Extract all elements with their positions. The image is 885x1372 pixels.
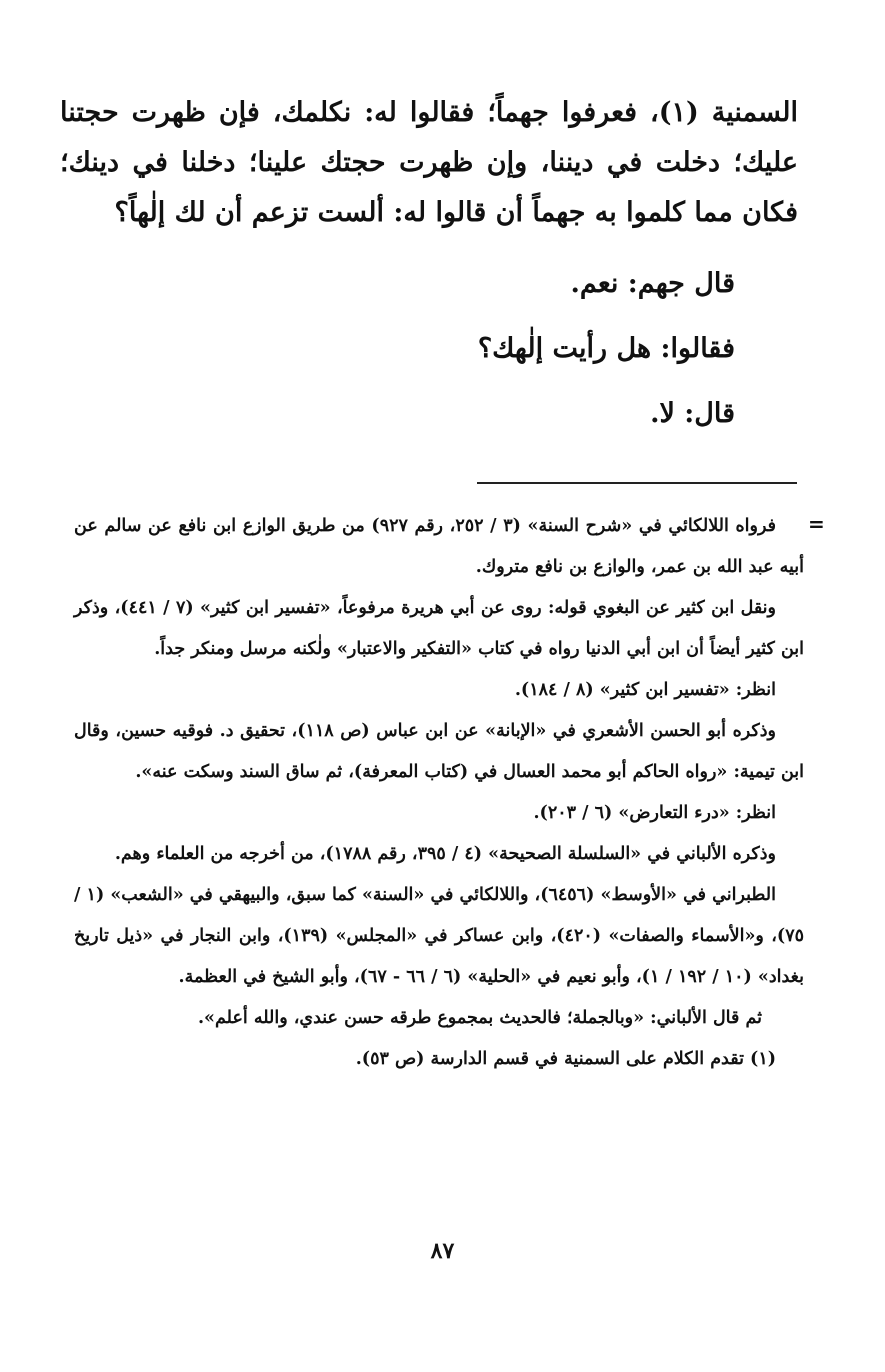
footnote-paragraph: الطبراني في «الأوسط» (٦٤٥٦)، واللالكائي في «السنة» كما سبق، والبيهقي في «الشعب» (١ / ٧٥)، و«الأسماء والصفات» (٤٢٠)، وابن عساكر في «المجلس» (١٣٩)، وابن النجار في «ذيل تاريخ بغداد» (١٠ / ١٩٢ / ١)، وأبو نعيم في «الحلية» (٦ / ٦٦ - ٦٧)، وأبو الشيخ في العظمة. [74, 885, 805, 987]
footnote-paragraph: ونقل ابن كثير عن البغوي قوله: روى عن أبي هريرة مرفوعاً، «تفسير ابن كثير» (٧ / ٤٤١)، وذكر ابن كثير أيضاً أن ابن أبي الدنيا رواه في كتاب «التفكير والاعتبار» ولٰكنه مرسل ومنكر جداً. [74, 598, 804, 659]
dialog-line-question: فقالوا: هل رأيت إلٰهك؟ [477, 333, 735, 364]
footnote-continuation-mark: = [808, 512, 825, 536]
dialog-line-jahm-answer: قال جهم: نعم. [570, 268, 735, 299]
page-number: ٨٧ [430, 1238, 455, 1264]
main-paragraph: السمنية (١)، فعرفوا جهماً؛ فقالوا له: نكلمك، فإن ظهرت حجتنا عليك؛ دخلت في ديننا، وإن ظهرت حجتك علينا؛ دخلنا في دينك؛ فكان مما كلموا به جهماً أن قالوا له: ألست تزعم أن لك إلٰهاً؟ [60, 97, 798, 228]
footnote-paragraph: فرواه اللالكائي في «شرح السنة» (٣ / ٢٥٢، رقم ٩٢٧) من طريق الوازع ابن نافع عن سالم عن أبيه عبد الله بن عمر، والوازع بن نافع متروك. [74, 516, 804, 577]
footnote-reference: (١) تقدم الكلام على السمنية في قسم الدارسة (ص ٥٣). [355, 1049, 776, 1069]
footnote-paragraph: انظر: «درء التعارض» (٦ / ٢٠٣). [533, 803, 776, 823]
footnote-paragraph: ثم قال الألباني: «وبالجملة؛ فالحديث بمجموع طرقه حسن عندي، والله أعلم». [197, 1008, 762, 1028]
footnote-separator [477, 482, 797, 484]
footnote-paragraph: انظر: «تفسير ابن كثير» (٨ / ١٨٤). [514, 680, 776, 700]
footnote-paragraph: وذكره الألباني في «السلسلة الصحيحة» (٤ / ٣٩٥، رقم ١٧٨٨)، من أخرجه من العلماء وهم. [114, 844, 776, 864]
main-text [60, 88, 798, 238]
footnotes [74, 506, 804, 1080]
dialog-line-answer: قال: لا. [650, 398, 735, 429]
footnote-paragraph: وذكره أبو الحسن الأشعري في «الإبانة» عن ابن عباس (ص ١١٨)، تحقيق د. فوقيه حسين، وقال ابن تيمية: «رواه الحاكم أبو محمد العسال في (كتاب المعرفة)، ثم ساق السند وسكت عنه». [74, 721, 804, 782]
